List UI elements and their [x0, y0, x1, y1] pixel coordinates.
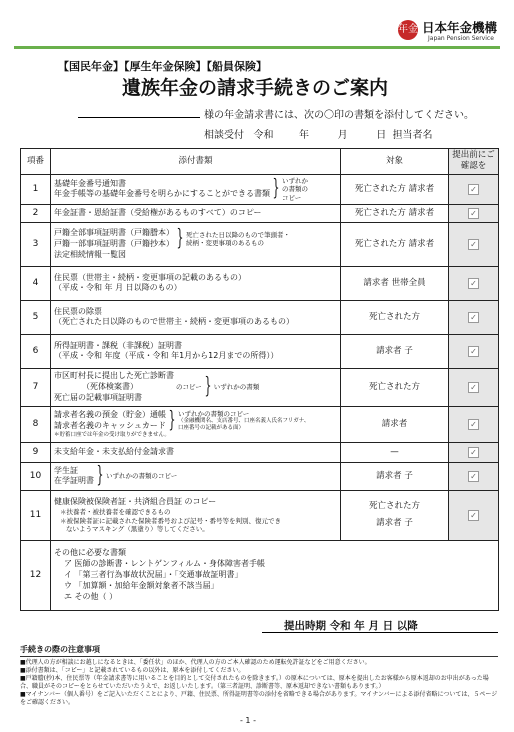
row-number: 10 [21, 462, 51, 490]
brace-icon: } [272, 176, 280, 202]
side-note: の書類の [282, 185, 308, 194]
doc-line: エ その他（ ） [64, 591, 118, 601]
row-docs [51, 174, 341, 204]
doc-line: 住民票（世帯主・続柄・変更事項の記載のあるもの） [54, 272, 246, 282]
checkbox-icon[interactable]: ✓ [468, 510, 479, 521]
row-check [449, 442, 499, 462]
doc-line: 健康保険被保険者証・共済組合員証 のコピー [54, 497, 217, 507]
table-row [21, 222, 499, 266]
row-target: 死亡された方 請求者 [341, 204, 449, 222]
row-target: 請求者 世帯全員 [341, 266, 449, 300]
row-check [449, 266, 499, 300]
row-docs [51, 266, 341, 300]
doc-line: 基礎年金番号通知書 [54, 178, 126, 188]
row-check [449, 222, 499, 266]
row-target [341, 490, 449, 540]
doc-line: 市区町村長に提出した死亡診断書 [54, 371, 174, 381]
table-row [21, 266, 499, 300]
reception-month: 月 [337, 130, 348, 141]
logo-mark-icon: 年金 [398, 20, 418, 40]
reception-staff: 担当者名 [392, 130, 433, 141]
checkbox-icon[interactable]: ✓ [468, 382, 479, 393]
side-note: いずれかの書類のコピー [178, 409, 250, 418]
checkbox-icon[interactable]: ✓ [468, 184, 479, 195]
note-item: ■添付書類は、「コピー」と記載されているもの以外は、原本を添付してください。 [20, 667, 245, 675]
doc-line: 戸籍全部事項証明書（戸籍謄本） [54, 228, 174, 238]
table-row [21, 462, 499, 490]
row-check [449, 334, 499, 368]
header-target: 対象 [341, 149, 449, 175]
row-number: 11 [21, 490, 51, 540]
row-target: 死亡された方 [341, 300, 449, 334]
row-docs [51, 222, 341, 266]
table-row [21, 540, 499, 610]
header-divider [14, 46, 500, 49]
doc-line: 請求者名義の預金（貯金）通帳 [54, 410, 166, 420]
row-target: 請求者 子 [341, 462, 449, 490]
doc-copy-note: のコピー [176, 383, 202, 392]
row-check [449, 490, 499, 540]
checkbox-icon[interactable]: ✓ [468, 419, 479, 430]
row-target: 請求者 子 [341, 334, 449, 368]
document-table [20, 148, 499, 611]
row-docs [51, 490, 341, 540]
header-doc: 添付書類 [51, 149, 341, 175]
row-docs [51, 368, 341, 406]
side-note: 続柄・変更事項のあるもの [186, 239, 264, 248]
row-number: 12 [21, 540, 51, 610]
brace-icon: } [176, 226, 184, 252]
row-target: 請求者 [341, 406, 449, 442]
notes-list [20, 659, 500, 708]
page-title: 遺族年金の請求手続きのご案内 [122, 77, 389, 99]
table-header-row [21, 149, 499, 175]
side-note: コピー [282, 193, 302, 202]
row-number: 2 [21, 204, 51, 222]
checkbox-icon[interactable]: ✓ [468, 312, 479, 323]
org-name-en: Japan Pension Service [428, 35, 494, 42]
row-check [449, 300, 499, 334]
page-number: - 1 - [240, 716, 256, 725]
doc-line: 学生証 [54, 465, 78, 475]
row-number: 5 [21, 300, 51, 334]
table-row [21, 406, 499, 442]
doc-line: 請求者名義のキャッシュカード [54, 421, 166, 430]
doc-line: イ 「第三者行為事故状況届」・「交通事故証明書」 [64, 570, 243, 580]
reception-era: 令和 [253, 130, 274, 141]
doc-line: 所得証明書・課税（非課税）証明書 [54, 340, 182, 350]
checkbox-icon[interactable]: ✓ [468, 346, 479, 357]
table-row [21, 368, 499, 406]
row-docs [51, 540, 499, 610]
deadline-underline [262, 632, 498, 633]
submission-deadline: 提出時期 令和 年 月 日 以降 [284, 620, 418, 632]
side-note: いずれか [282, 176, 308, 185]
doc-line: （死体検案書） [82, 382, 138, 392]
row-docs [51, 462, 341, 490]
row-number: 8 [21, 406, 51, 442]
doc-line: 戸籍一部事項証明書（戸籍抄本） [54, 239, 174, 249]
brace-icon: } [96, 463, 104, 489]
reception-label: 相談受付 [204, 130, 244, 141]
doc-line: （平成・令和 年 月 日以降のもの） [54, 283, 182, 293]
notes-title: 手続きの際の注意事項 [20, 645, 100, 654]
row-docs [51, 204, 341, 222]
doc-note: ＊貯蓄口座では年金の受け取りができません。 [54, 432, 170, 439]
table-row [21, 174, 499, 204]
row-target: 死亡された方 請求者 [341, 174, 449, 204]
note-item: ■代理人の方が相談にお越しになるときは、「委任状」のほか、代理人の方のご本人確認のため運転免許証などをご用意ください。 [20, 659, 371, 666]
row-check [449, 204, 499, 222]
row-target: 死亡された方 請求者 [341, 222, 449, 266]
note-item: ■戸籍謄(抄)本、住民票等（年金請求書等に用いることを目的として交付されたものを除きます。）の原本については、原本を提出したお客様から原本返却のお申出があった場合、職員がそのコピーをとらせていただいたうえで、お返しいたします。（第三者証明、診断書等、原本返却できない書類もあります。） [20, 675, 489, 691]
doc-note: ＊被保険者証に記載された保険者番号および記号・番号等を判別、復元でき [60, 516, 281, 525]
row-number: 9 [21, 442, 51, 462]
checkbox-icon[interactable]: ✓ [468, 447, 479, 458]
table-row [21, 442, 499, 462]
checkbox-icon[interactable]: ✓ [468, 471, 479, 482]
checkbox-icon[interactable]: ✓ [468, 208, 479, 219]
doc-line: 住民票の除票 [54, 306, 102, 316]
row-docs [51, 300, 341, 334]
doc-note: ＊扶養者・被扶養者を確認できるもの [60, 508, 171, 517]
side-note: いずれかの書類 [213, 383, 260, 392]
checkbox-icon[interactable]: ✓ [468, 278, 479, 289]
header-check: 提出前にご確認を [449, 149, 499, 175]
row-check [449, 174, 499, 204]
org-logo [398, 18, 510, 48]
doc-line: 死亡届の記載事項証明書 [54, 392, 142, 402]
doc-line: 在学証明書 [54, 476, 94, 486]
row-check [449, 368, 499, 406]
reception-year: 年 [298, 130, 309, 141]
side-note: 口座番号の記載がある面） [178, 425, 245, 432]
side-note: いずれかの書類のコピー [106, 472, 178, 481]
brace-icon: } [168, 408, 176, 433]
header-num: 項番 [21, 149, 51, 175]
doc-line: （死亡された日以降のもので世帯主・続柄・変更事項のあるもの） [54, 317, 294, 327]
table-row [21, 204, 499, 222]
row-docs [51, 442, 341, 462]
doc-line: 年金手帳等の基礎年金番号を明らかにすることができる書類 [54, 189, 270, 199]
pension-category: 【国民年金】【厚生年金保険】【船員保険】 [58, 60, 267, 73]
doc-line: ア 医師の診断書・レントゲンフィルム・身体障害者手帳 [64, 559, 266, 569]
table-row [21, 490, 499, 540]
target-line: 死亡された方 [368, 500, 420, 511]
doc-note: ないようマスキング（黒塗り）等してください。 [66, 525, 209, 534]
checkbox-icon[interactable]: ✓ [468, 239, 479, 250]
attach-instruction: 様の年金請求書には、次の〇印の書類を添付してください。 [204, 110, 474, 121]
target-line: 請求者 子 [376, 518, 413, 529]
row-number: 6 [21, 334, 51, 368]
row-check [449, 462, 499, 490]
table-row [21, 334, 499, 368]
side-note: 死亡された日以降のもので筆頭者・ [186, 230, 290, 239]
row-target: 死亡された方 [341, 368, 449, 406]
doc-line: 年金証書・恩給証書（受給権があるものすべて）のコピー [54, 208, 262, 218]
reception-line [204, 126, 433, 141]
table-row [21, 300, 499, 334]
row-number: 7 [21, 368, 51, 406]
doc-line: ウ 「加算額・加給年金額対象者不該当届」 [64, 580, 219, 590]
row-target: — [341, 442, 449, 462]
applicant-name-blank [78, 116, 200, 118]
note-item: ■マイナンバー（個人番号）をご記入いただくことにより、戸籍、住民票、所得証明書等の添付を省略できる場合があります。マイナンバーによる添付省略については、５ページをご確認ください。 [20, 691, 498, 707]
doc-line: その他に必要な書類 [54, 548, 126, 558]
row-number: 3 [21, 222, 51, 266]
doc-line: （平成・令和 年度（平成・令和 年1月から12月までの所得）） [54, 351, 279, 361]
doc-line: 法定相続情報一覧図 [54, 250, 126, 260]
row-check [449, 406, 499, 442]
row-number: 4 [21, 266, 51, 300]
org-name: 日本年金機構 [422, 20, 498, 35]
row-docs [51, 406, 341, 442]
reception-day: 日 [376, 130, 387, 141]
row-number: 1 [21, 174, 51, 204]
notes-divider [20, 656, 498, 657]
side-note: （金融機関名、支店番号、口座名義人氏名フリガナ、 [178, 418, 310, 425]
brace-icon: } [204, 374, 212, 400]
row-docs [51, 334, 341, 368]
doc-line: 未支給年金・未支払給付金請求書 [54, 447, 174, 457]
